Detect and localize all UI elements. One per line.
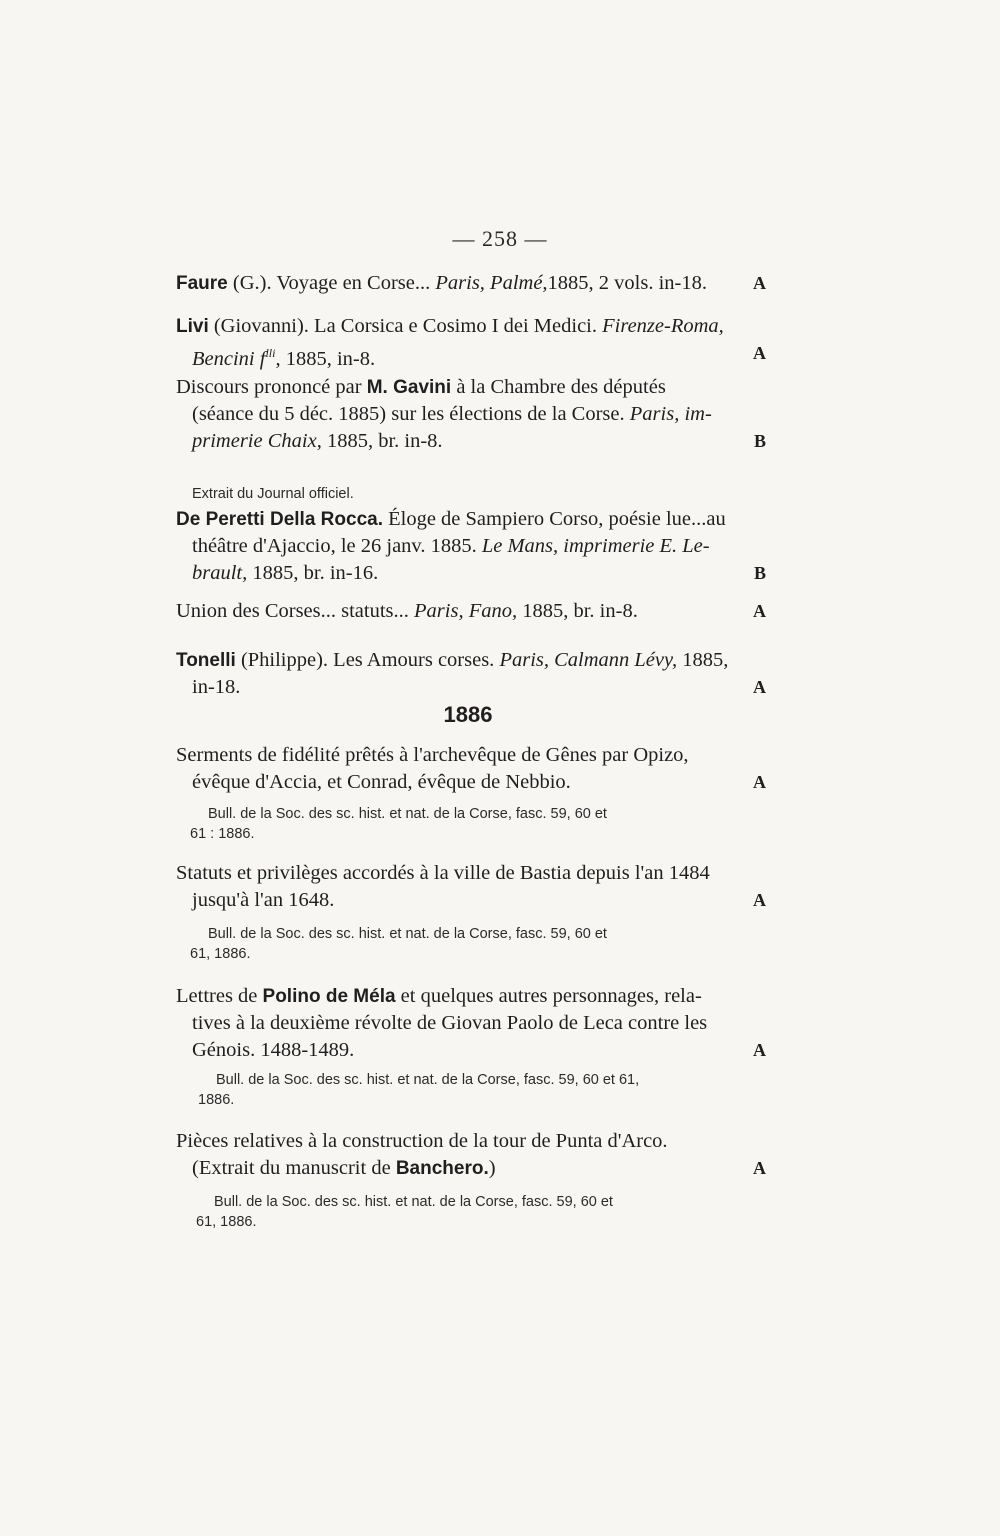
- entry-line: jusqu'à l'an 1648. A: [176, 887, 776, 914]
- entry-line: Tonelli (Philippe). Les Amours corses. Paris, Calmann Lévy, 1885,: [176, 649, 729, 671]
- entry-line: (séance du 5 déc. 1885) sur les élections de la Corse. Paris, im-: [192, 403, 712, 425]
- page-number: — 258 —: [452, 226, 548, 251]
- entry-line: évêque d'Accia, et Conrad, évêque de Nebbio. A: [176, 769, 776, 796]
- year-heading: 1886: [443, 702, 493, 727]
- entry-note: Bull. de la Soc. des sc. hist. et nat. de la Corse, fasc. 59, 60 et 61, 1886.: [190, 926, 607, 962]
- availability-code: A: [753, 1158, 766, 1178]
- entry-faure: [176, 270, 776, 297]
- entry-line: brault, 1885, br. in-16. B: [176, 560, 776, 587]
- entry-line: Lettres de Polino de Méla et quelques autres personnages, rela-: [176, 985, 702, 1007]
- availability-code: B: [753, 431, 766, 451]
- entry-line: tives à la deuxième révolte de Giovan Paolo de Leca contre les: [192, 1012, 708, 1034]
- entry-serments: [176, 742, 776, 796]
- author-name: Banchero.: [395, 1158, 489, 1179]
- author-name: Polino de Méla: [262, 986, 396, 1007]
- entry-line: Livi (Giovanni). La Corsica e Cosimo I dei Medici. Firenze-Roma,: [176, 315, 724, 337]
- entry-line: Bencini $f^{lli}$, 1885, in-8. A: [176, 340, 776, 373]
- availability-code: A: [753, 601, 766, 621]
- author-name: M. Gavini: [366, 377, 452, 398]
- entry-line: primerie Chaix, 1885, br. in-8. B: [176, 428, 776, 455]
- entry-statuts: [176, 860, 776, 914]
- author-name: Tonelli: [176, 650, 236, 671]
- author-name: De Peretti Della Rocca.: [176, 509, 383, 530]
- availability-code: A: [753, 1040, 766, 1060]
- entry-note: Bull. de la Soc. des sc. hist. et nat. de la Corse, fasc. 59, 60 et 61, 1886.: [196, 1194, 613, 1230]
- entry-line: in-18. A: [176, 674, 776, 701]
- entry-line: Pièces relatives à la construction de la tour de Punta d'Arco.: [176, 1130, 668, 1152]
- availability-code: A: [753, 273, 766, 293]
- entry-line: Faure (G.). Voyage en Corse... Paris, Palmé,1885, 2 vols. in-18. A: [176, 270, 776, 297]
- entry-line: Discours prononcé par M. Gavini à la Chambre des députés: [176, 376, 666, 398]
- entry-pieces: [176, 1128, 776, 1182]
- entry-line: De Peretti Della Rocca. Éloge de Sampiero Corso, poésie lue...au: [176, 508, 726, 530]
- availability-code: B: [753, 563, 766, 583]
- author-name: Livi: [176, 316, 209, 337]
- entry-note: Bull. de la Soc. des sc. hist. et nat. de la Corse, fasc. 59, 60 et 61 : 1886.: [190, 806, 607, 842]
- availability-code: A: [753, 343, 766, 363]
- entry-line: Génois. 1488-1489. A: [176, 1037, 776, 1064]
- entry-note: Bull. de la Soc. des sc. hist. et nat. de la Corse, fasc. 59, 60 et 61, 1886.: [198, 1072, 640, 1108]
- entry-livi: [176, 313, 776, 373]
- entry-union: [176, 598, 776, 625]
- entry-peretti: [176, 506, 776, 587]
- availability-code: A: [753, 677, 766, 697]
- entry-tonelli: [176, 647, 776, 701]
- entry-lettres: [176, 983, 776, 1064]
- entry-line: Union des Corses... statuts... Paris, Fano, 1885, br. in-8. A: [176, 598, 776, 625]
- entry-line: Serments de fidélité prêtés à l'archevêque de Gênes par Opizo,: [176, 744, 689, 766]
- entry-note: Extrait du Journal officiel.: [192, 486, 354, 502]
- author-name: Faure: [176, 273, 228, 294]
- entry-line: Statuts et privilèges accordés à la ville de Bastia depuis l'an 1484: [176, 862, 710, 884]
- entry-line: théâtre d'Ajaccio, le 26 janv. 1885. Le Mans, imprimerie E. Le-: [192, 535, 710, 557]
- entry-line: (Extrait du manuscrit de Banchero.) A: [176, 1155, 776, 1182]
- availability-code: A: [753, 890, 766, 910]
- entry-gavini: [176, 374, 776, 455]
- availability-code: A: [753, 772, 766, 792]
